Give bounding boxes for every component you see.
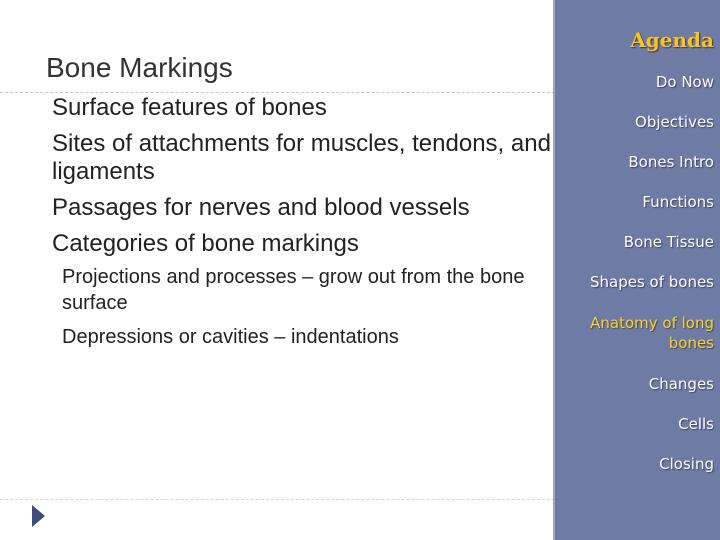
agenda-item-shapes-of-bones[interactable]: Shapes of bones (589, 273, 714, 291)
sub-bullet-text: Projections and processes – grow out from the bone surface (62, 266, 525, 314)
agenda-item-closing[interactable]: Closing (659, 455, 714, 473)
bullet-text: Sites of attachments for muscles, tendons, and ligaments (52, 130, 551, 185)
agenda-item-anatomy-of-long-bones[interactable]: Anatomy of long bones (590, 314, 714, 352)
agenda-item-bones-intro[interactable]: Bones Intro (628, 153, 714, 171)
bullet-item (0, 230, 552, 258)
title-divider (0, 92, 555, 93)
agenda-title: Agenda (630, 28, 714, 52)
agenda-item-objectives[interactable]: Objectives (635, 113, 714, 131)
slide-title: Bone Markings (46, 52, 233, 83)
agenda-item-functions[interactable]: Functions (642, 193, 714, 211)
bullet-item (0, 130, 552, 186)
agenda-item-do-now[interactable]: Do Now (655, 73, 714, 91)
agenda-item-cells[interactable]: Cells (678, 415, 714, 433)
footer-divider (0, 499, 555, 500)
bullet-text: Passages for nerves and blood vessels (52, 194, 470, 221)
bullet-item (0, 194, 552, 222)
next-slide-arrow-icon[interactable] (32, 505, 45, 527)
bullet-text: Surface features of bones (52, 94, 327, 121)
slide-content (0, 94, 552, 358)
agenda-panel (553, 0, 720, 540)
sub-bullet-item (0, 324, 552, 350)
sub-bullet-item (0, 264, 552, 316)
bullet-text: Categories of bone markings (52, 230, 359, 257)
bullet-item (0, 94, 552, 122)
sub-bullet-list (0, 264, 552, 350)
sub-bullet-text: Depressions or cavities – indentations (62, 326, 399, 348)
agenda-item-bone-tissue[interactable]: Bone Tissue (623, 233, 714, 251)
agenda-item-changes[interactable]: Changes (648, 375, 714, 393)
